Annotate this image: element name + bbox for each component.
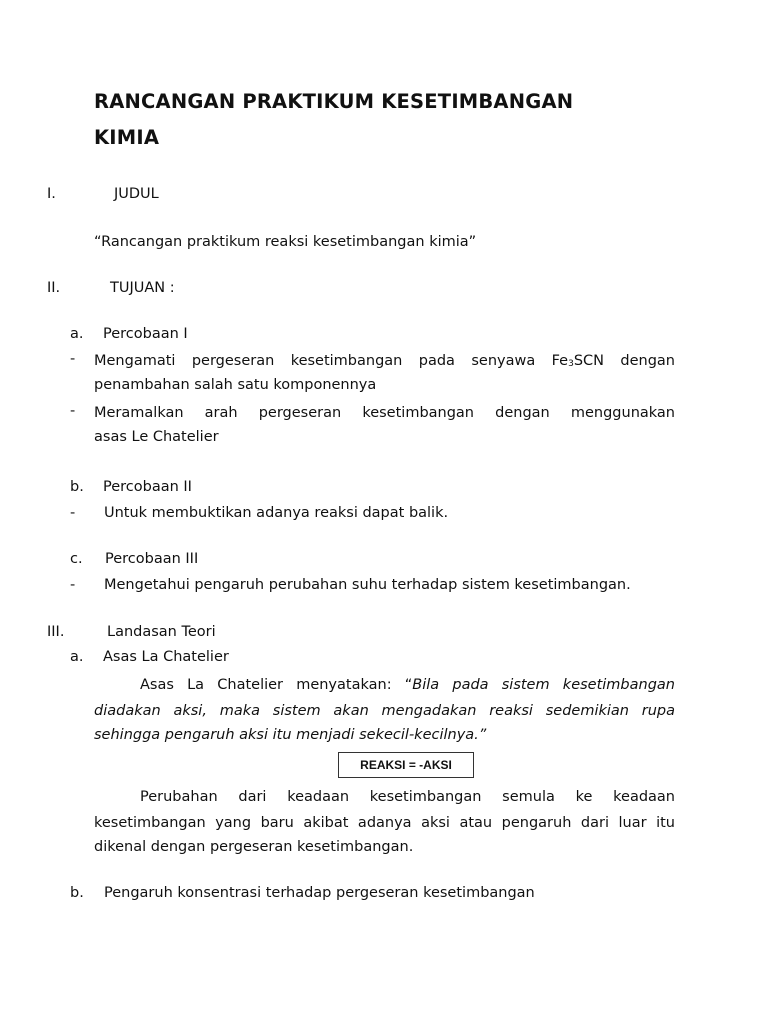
subsection-3b-letter: b. bbox=[70, 885, 84, 901]
section-2-heading: TUJUAN : bbox=[110, 280, 175, 296]
subsection-2b-heading: Percobaan II bbox=[103, 479, 192, 495]
subsection-3a-letter: a. bbox=[70, 649, 84, 665]
bullet-dash: - bbox=[70, 403, 76, 419]
bullet-2a-2-line2: asas Le Chatelier bbox=[94, 429, 219, 445]
document-title-line2: KIMIA bbox=[94, 126, 160, 149]
subsection-2b-letter: b. bbox=[70, 479, 84, 495]
bullet-dash: - bbox=[70, 505, 76, 521]
bullet-2a-1-line1: Mengamati pergeseran kesetimbangan pada senyawa $Fe_3SCN$ dengan bbox=[94, 353, 675, 369]
subsection-3b-heading: Pengaruh konsentrasi terhadap pergeseran kesetimbangan bbox=[104, 885, 535, 901]
section-3-heading: Landasan Teori bbox=[107, 624, 216, 640]
section-3-number: III. bbox=[47, 624, 65, 640]
bullet-2a-2-line1: Meramalkan arah pergeseran kesetimbangan dengan menggunakan bbox=[94, 405, 675, 421]
formula-box: REAKSI = -AKSI bbox=[338, 752, 474, 778]
subsection-2c-heading: Percobaan III bbox=[105, 551, 199, 567]
paragraph-3a-1-line2: diadakan aksi, maka sistem akan mengadakan reaksi sedemikian rupa bbox=[94, 703, 675, 719]
section-1-text: “Rancangan praktikum reaksi kesetimbangan kimia” bbox=[94, 234, 477, 250]
subsection-2a-heading: Percobaan I bbox=[103, 326, 188, 342]
section-2-number: II. bbox=[47, 280, 61, 296]
section-1-heading: JUDUL bbox=[114, 186, 159, 202]
subsection-3a-heading: Asas La Chatelier bbox=[103, 649, 229, 665]
bullet-2a-1-line2: penambahan salah satu komponennya bbox=[94, 377, 377, 393]
paragraph-3a-2-line1: Perubahan dari keadaan kesetimbangan semula ke keadaan bbox=[140, 789, 675, 805]
paragraph-3a-2-line2: kesetimbangan yang baru akibat adanya aksi atau pengaruh dari luar itu bbox=[94, 815, 675, 831]
bullet-dash: - bbox=[70, 577, 76, 593]
bullet-dash: - bbox=[70, 351, 76, 367]
bullet-2b-1: Untuk membuktikan adanya reaksi dapat balik. bbox=[104, 505, 449, 521]
paragraph-3a-1-line1: Asas La Chatelier menyatakan: “Bila pada sistem kesetimbangan bbox=[140, 677, 675, 693]
document-title-line1: RANCANGAN PRAKTIKUM KESETIMBANGAN bbox=[94, 90, 574, 113]
paragraph-3a-1-line3: sehingga pengaruh aksi itu menjadi sekecil-kecilnya.” bbox=[94, 727, 487, 743]
section-1-number: I. bbox=[47, 186, 56, 202]
paragraph-3a-2-line3: dikenal dengan pergeseran kesetimbangan. bbox=[94, 839, 414, 855]
bullet-2c-1: Mengetahui pengaruh perubahan suhu terhadap sistem kesetimbangan. bbox=[104, 577, 631, 593]
subsection-2c-letter: c. bbox=[70, 551, 83, 567]
subsection-2a-letter: a. bbox=[70, 326, 84, 342]
